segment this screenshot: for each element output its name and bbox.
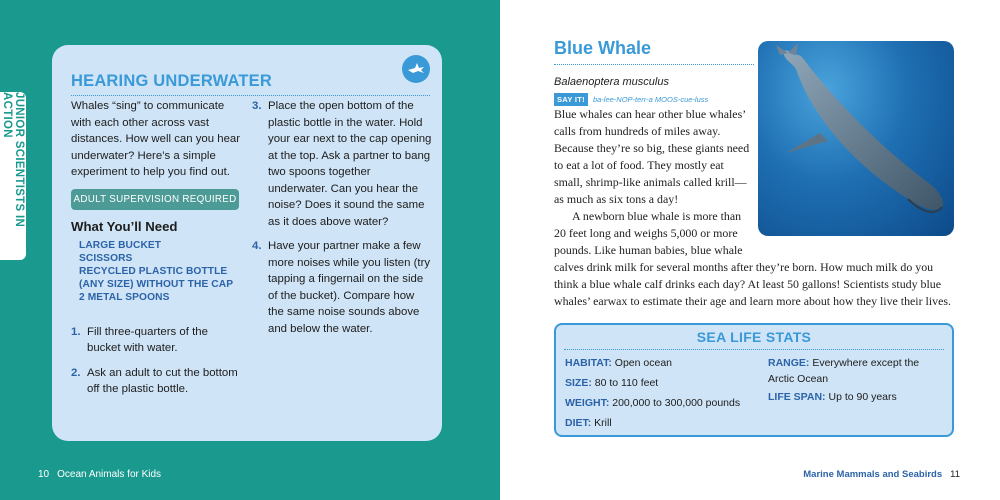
article-title: Blue Whale bbox=[554, 38, 652, 58]
stat-value: Open ocean bbox=[614, 357, 672, 369]
card-right-column bbox=[252, 98, 432, 345]
steps-list-left bbox=[71, 324, 241, 398]
stats-divider bbox=[564, 349, 944, 350]
stat-label: LIFE SPAN: bbox=[768, 391, 826, 403]
stat-value: 200,000 to 300,000 pounds bbox=[612, 397, 741, 409]
stat-label: DIET: bbox=[565, 417, 592, 429]
article-body bbox=[554, 106, 958, 310]
step-text: Place the open bottom of the plastic bottle in the water. Hold your ear next to the cap opening at the top. Ask a partner to bang two spoons together underwater. Can you hear the noise? Does it sound the same as it does above water? bbox=[268, 100, 432, 228]
activity-card bbox=[52, 45, 442, 441]
stat-label: SIZE: bbox=[565, 377, 592, 389]
stats-title: SEA LIFE STATS bbox=[696, 329, 812, 345]
stat-value: Up to 90 years bbox=[828, 391, 897, 403]
step-item bbox=[252, 98, 432, 230]
step-number: 1. bbox=[71, 325, 81, 338]
stat-value: Everywhere except the Arctic Ocean bbox=[768, 357, 920, 385]
step-number: 3. bbox=[252, 100, 262, 112]
steps-list-right bbox=[252, 98, 432, 337]
step-number: 2. bbox=[71, 366, 81, 379]
scientific-name: Balaenoptera musculus bbox=[554, 76, 669, 88]
stat-value: 80 to 110 feet bbox=[594, 377, 659, 389]
stat-weight bbox=[565, 395, 740, 411]
stat-label: HABITAT: bbox=[565, 357, 612, 369]
pronunciation: ba-lee-NOP-terr-a MOOS-cue-luss bbox=[592, 95, 709, 104]
shark-icon bbox=[402, 55, 430, 83]
title-divider bbox=[554, 64, 754, 65]
card-left-column bbox=[71, 98, 241, 406]
section-side-tab bbox=[0, 92, 26, 260]
supervision-badge: ADULT SUPERVISION REQUIRED bbox=[71, 189, 239, 210]
stat-label: RANGE: bbox=[768, 357, 810, 369]
step-item bbox=[71, 365, 241, 398]
needs-item: SCISSORS bbox=[79, 252, 133, 264]
left-page-footer bbox=[38, 469, 161, 480]
page-number: 11 bbox=[950, 469, 960, 480]
step-item bbox=[71, 324, 241, 357]
stat-diet bbox=[565, 415, 612, 431]
needs-item: LARGE BUCKET bbox=[79, 239, 162, 251]
paragraph: Blue whales can hear other blue whales’ calls from hundreds of miles away. Because they’re so big, these giants need to eat a lot of food. They mostly eat small, shrimp-like animals called krill—as much as six tons a day! bbox=[554, 107, 750, 206]
pronunciation-line bbox=[554, 93, 708, 106]
right-page-footer bbox=[803, 469, 960, 480]
page-number: 10 bbox=[38, 469, 50, 480]
step-text: Fill three-quarters of the bucket with water. bbox=[87, 325, 208, 354]
stat-lifespan bbox=[768, 389, 897, 405]
card-title-divider bbox=[71, 95, 430, 96]
needs-item: 2 METAL SPOONS bbox=[79, 291, 170, 303]
side-tab-label: JUNIOR SCIENTISTS IN ACTION bbox=[1, 92, 25, 228]
step-text: Have your partner make a few more noises while you listen (try tapping a fingernail on the side of the bucket). Compare how the same noise sounds above and below the water. bbox=[268, 240, 431, 335]
sea-life-stats-box bbox=[554, 323, 954, 437]
step-item bbox=[252, 238, 432, 337]
book-title: Ocean Animals for Kids bbox=[57, 469, 162, 480]
section-title: Marine Mammals and Seabirds bbox=[803, 469, 943, 480]
stat-size bbox=[565, 375, 658, 391]
stat-range bbox=[768, 355, 938, 387]
stat-value: Krill bbox=[594, 417, 612, 429]
right-page bbox=[500, 0, 1000, 500]
needs-list bbox=[79, 239, 241, 304]
step-text: Ask an adult to cut the bottom off the plastic bottle. bbox=[87, 366, 238, 395]
say-it-badge: SAY IT! bbox=[554, 93, 588, 106]
paragraph: A newborn blue whale is more than 20 feet long and weighs 5,000 or more pounds. Like human babies, blue whale bbox=[554, 209, 743, 257]
intro-text: Whales “sing” to communicate with each other across vast distances. How well can you hear underwater? Here’s a simple experiment to help you find out. bbox=[71, 100, 241, 178]
stat-habitat bbox=[565, 355, 672, 371]
step-number: 4. bbox=[252, 240, 262, 252]
paragraph: calves drink milk for several months after they’re born. How much milk do you think a blue whale calf drinks each day? At least 50 gallons! Scientists study blue whales’ earwax to estimate their age and learn more about how they live their lives. bbox=[554, 260, 951, 308]
card-title: HEARING UNDERWATER bbox=[71, 72, 272, 90]
needs-heading: What You’ll Need bbox=[71, 218, 178, 234]
needs-item: RECYCLED PLASTIC BOTTLE (ANY SIZE) WITHOUT THE CAP bbox=[79, 265, 234, 290]
stat-label: WEIGHT: bbox=[565, 397, 610, 409]
